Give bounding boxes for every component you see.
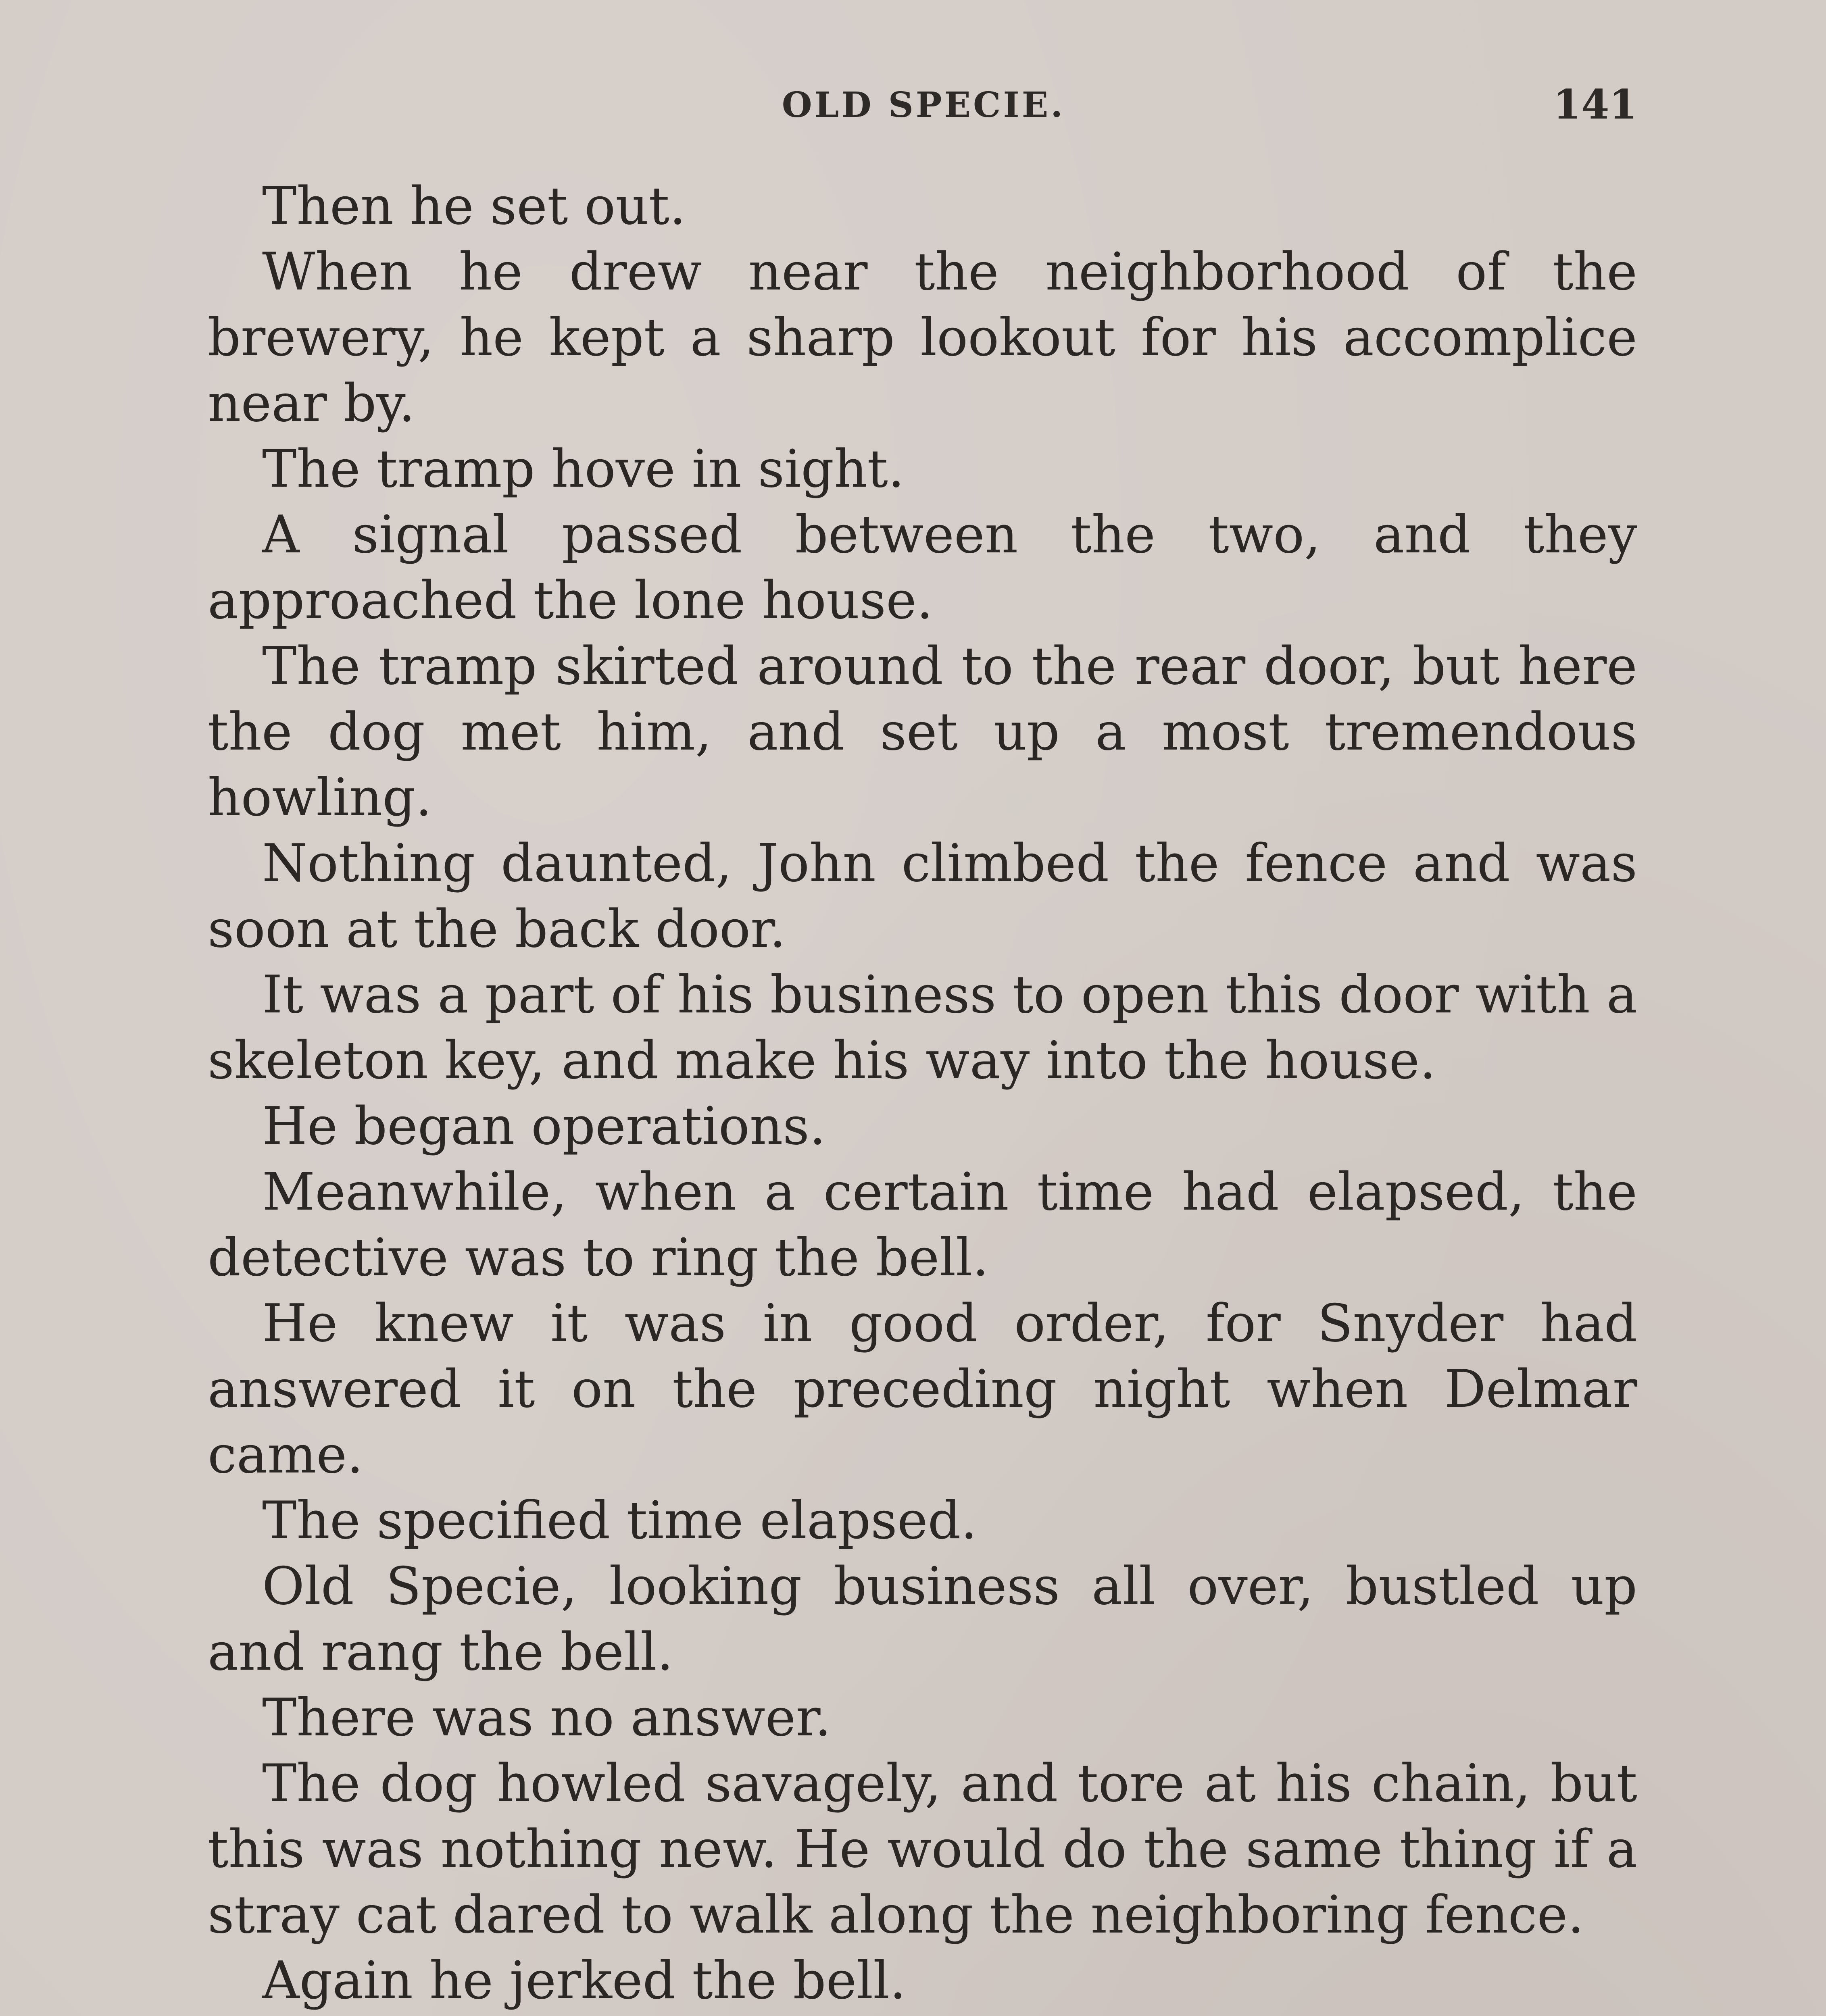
paragraph: Meanwhile, when a certain time had elapsed, the detective was to ring the bell. (208, 1162, 1637, 1288)
page-number: 141 (1553, 81, 1637, 128)
paragraph: Again he jerked the bell. (262, 1951, 906, 2011)
paragraph: Nothing daunted, John climbed the fence and was soon at the back door. (208, 833, 1637, 959)
running-head: OLD SPECIE. (782, 85, 1065, 125)
body-text (208, 173, 1637, 2016)
paragraph: The tramp skirted around to the rear door, but here the dog met him, and set up a most tremendous howling. (208, 636, 1637, 828)
paragraph: The dog howled savagely, and tore at his chain, but this was nothing new. He would do the same thing if a stray cat dared to walk along the neighboring fence. (208, 1754, 1637, 1945)
paragraph: Then he set out. (262, 176, 686, 236)
paragraph (208, 2014, 1637, 2016)
paragraph: The tramp hove in sight. (262, 439, 905, 499)
paragraph: Old Specie, looking business all over, bustled up and rang the bell. (208, 1556, 1637, 1682)
page-header (210, 77, 1637, 133)
paragraph: A signal passed between the two, and they approached the lone house. (208, 505, 1637, 631)
paragraph: There was no answer. (262, 1688, 832, 1748)
paragraph: When he drew near the neighborhood of the brewery, he kept a sharp lookout for his accomplice near by. (208, 242, 1637, 433)
paragraph: He began operations. (262, 1096, 826, 1156)
paragraph: The specified time elapsed. (262, 1491, 978, 1551)
paragraph: It was a part of his business to open this door with a skeleton key, and make his way into the house. (208, 965, 1637, 1091)
paragraph: He knew it was in good order, for Snyder had answered it on the preceding night when Delmar came. (208, 1293, 1637, 1485)
